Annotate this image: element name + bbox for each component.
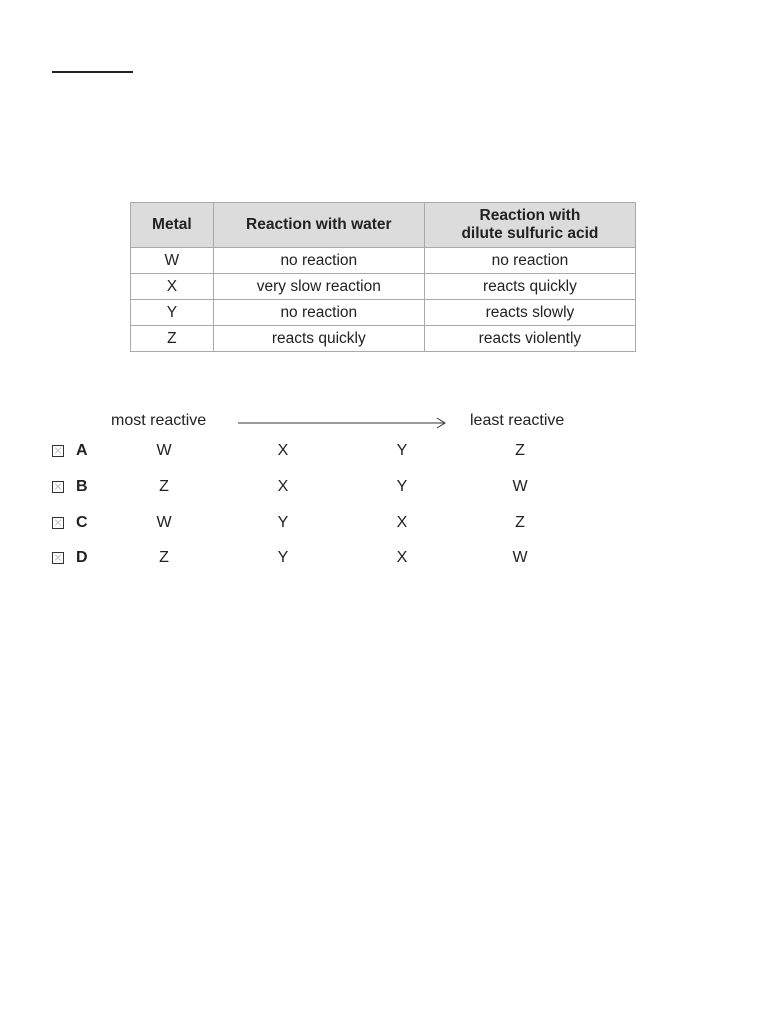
right-arrow-icon: [238, 416, 448, 430]
option-metal: Y: [396, 478, 408, 495]
checkbox-icon[interactable]: [52, 552, 64, 564]
cell-water: very slow reaction: [213, 274, 424, 300]
cell-acid: reacts slowly: [424, 300, 635, 326]
table-row: [131, 248, 636, 274]
option-letter: C: [76, 514, 88, 531]
option-metal: Y: [396, 442, 408, 459]
option-metal: Y: [277, 514, 289, 531]
reactivity-order-header: [0, 412, 768, 434]
option-metal: X: [396, 514, 408, 531]
cell-metal: Z: [131, 326, 214, 352]
most-reactive-label: most reactive: [111, 412, 207, 429]
option-metal: Z: [159, 478, 169, 495]
answer-option-d[interactable]: [0, 549, 768, 571]
cell-metal: X: [131, 274, 214, 300]
table-row: [131, 326, 636, 352]
option-metal: Z: [515, 442, 525, 459]
cell-metal: W: [131, 248, 214, 274]
option-letter: A: [76, 442, 88, 459]
option-metal: X: [396, 549, 408, 566]
table-row: [131, 274, 636, 300]
cell-water: reacts quickly: [213, 326, 424, 352]
option-letter: B: [76, 478, 88, 495]
reactivity-table: [130, 202, 636, 352]
cell-metal: Y: [131, 300, 214, 326]
table-header-row: [131, 203, 636, 248]
option-metal: W: [512, 478, 528, 495]
header-water: Reaction with water: [213, 203, 424, 248]
option-letter: D: [76, 549, 88, 566]
cell-acid: reacts quickly: [424, 274, 635, 300]
answer-option-a[interactable]: [0, 442, 768, 464]
cell-acid: no reaction: [424, 248, 635, 274]
header-acid-line1: Reaction with: [479, 207, 581, 225]
table-row: [131, 300, 636, 326]
cell-water: no reaction: [213, 300, 424, 326]
checkbox-icon[interactable]: [52, 445, 64, 457]
option-metal: Z: [159, 549, 169, 566]
header-acid-line2: dilute sulfuric acid: [461, 225, 599, 242]
checkbox-icon[interactable]: [52, 481, 64, 493]
option-metal: X: [277, 478, 289, 495]
option-metal: W: [156, 442, 172, 459]
answer-option-b[interactable]: [0, 478, 768, 500]
option-metal: Z: [515, 514, 525, 531]
answer-option-c[interactable]: [0, 514, 768, 536]
option-metal: Y: [277, 549, 289, 566]
option-metal: W: [156, 514, 172, 531]
option-metal: W: [512, 549, 528, 566]
answer-line: [52, 71, 133, 73]
cell-water: no reaction: [213, 248, 424, 274]
checkbox-icon[interactable]: [52, 517, 64, 529]
option-metal: X: [277, 442, 289, 459]
header-metal: Metal: [131, 203, 214, 248]
cell-acid: reacts violently: [424, 326, 635, 352]
least-reactive-label: least reactive: [470, 412, 565, 429]
header-acid: [424, 203, 635, 248]
